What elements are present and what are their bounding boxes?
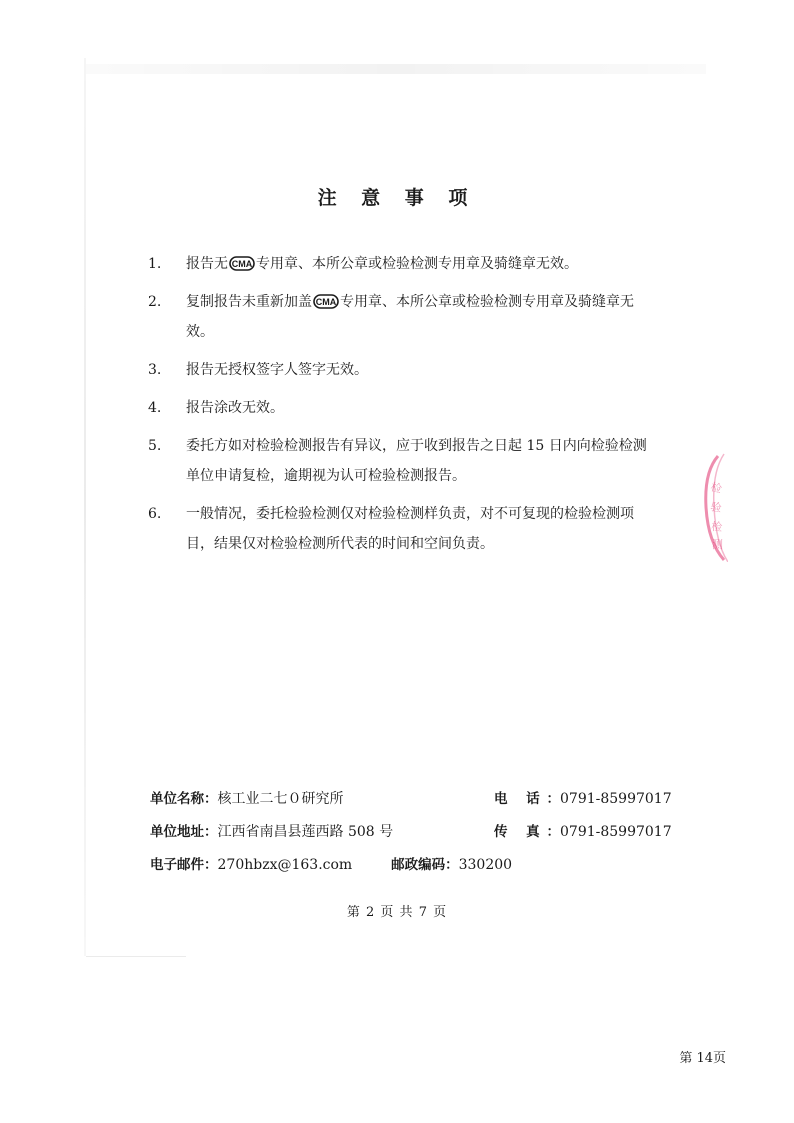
address-label: 单位地址： — [150, 824, 218, 840]
email-label: 电子邮件： — [150, 857, 218, 873]
notice-list — [148, 249, 678, 567]
notice-text — [186, 355, 678, 385]
notice-item — [148, 355, 678, 385]
unit-name-row — [150, 787, 344, 808]
notice-item — [148, 287, 678, 347]
email-value: 270hbzx@163.com — [217, 857, 353, 873]
cma-mark-icon — [313, 294, 339, 309]
scan-bottom-edge — [86, 956, 186, 957]
unit-name-label: 单位名称： — [150, 791, 218, 807]
scan-top-shadow — [86, 64, 706, 74]
phone-row — [494, 787, 672, 807]
notice-line: 报告无授权签字人签字无效。 — [186, 362, 368, 378]
notice-item — [148, 431, 678, 491]
notice-item — [148, 499, 678, 559]
notice-number: 5. — [148, 438, 162, 454]
notice-text — [186, 393, 678, 423]
address-value: 江西省南昌县莲西路 508 号 — [217, 824, 394, 840]
notice-text — [186, 249, 678, 279]
phone-label: 电 话： — [494, 791, 560, 807]
cma-mark-icon — [229, 256, 255, 271]
postcode-value: 330200 — [458, 857, 513, 873]
svg-text:CMA: CMA — [231, 259, 253, 269]
notice-line: 委托方如对检验检测报告有异议，应于收到报告之日起 15 日内向检验检测 — [186, 438, 647, 454]
fax-row — [494, 820, 672, 840]
page-number-indicator: 第 2 页 共 7 页 — [346, 905, 448, 920]
notice-item — [148, 249, 678, 279]
notice-number: 2. — [148, 294, 162, 310]
notice-text — [186, 431, 678, 491]
notice-item — [148, 393, 678, 423]
notice-number: 1. — [148, 256, 162, 272]
notice-number: 3. — [148, 362, 162, 378]
postcode-label: 邮政编码： — [391, 857, 459, 873]
red-seal-fragment — [696, 452, 728, 562]
page-footer-number: 第 14页 — [679, 1051, 726, 1066]
svg-text:CMA: CMA — [315, 297, 337, 307]
notice-text — [186, 287, 678, 347]
unit-name-value: 核工业二七０研究所 — [217, 791, 344, 807]
fax-value: 0791-85997017 — [560, 824, 672, 840]
notice-line: 报告涂改无效。 — [186, 400, 284, 416]
notice-number: 6. — [148, 506, 162, 522]
phone-value: 0791-85997017 — [560, 791, 672, 807]
notice-line: 目，结果仅对检验检测所代表的时间和空间负责。 — [186, 536, 494, 552]
svg-text:检: 检 — [710, 520, 723, 534]
notice-text — [186, 499, 678, 559]
svg-text:测: 测 — [712, 538, 723, 551]
notice-line: 一般情况，委托检验检测仅对检验检测样负责，对不可复现的检验检测项 — [186, 506, 634, 522]
fax-label: 传 真： — [494, 824, 560, 840]
notice-line: 单位申请复检，逾期视为认可检验检测报告。 — [186, 468, 466, 484]
page-title: 注 意 事 项 — [317, 187, 477, 209]
svg-text:检: 检 — [709, 480, 724, 496]
notice-line: 效。 — [186, 324, 214, 340]
address-row — [150, 820, 393, 841]
notice-number: 4. — [148, 400, 162, 416]
email-row — [150, 853, 512, 873]
svg-text:验: 验 — [709, 500, 723, 515]
notice-line: 复制报告未重新加盖 CMA 专用章、本所公章或检验检测专用章及骑缝章无 — [186, 294, 634, 310]
notice-line: 报告无 CMA 专用章、本所公章或检验检测专用章及骑缝章无效。 — [186, 256, 578, 272]
